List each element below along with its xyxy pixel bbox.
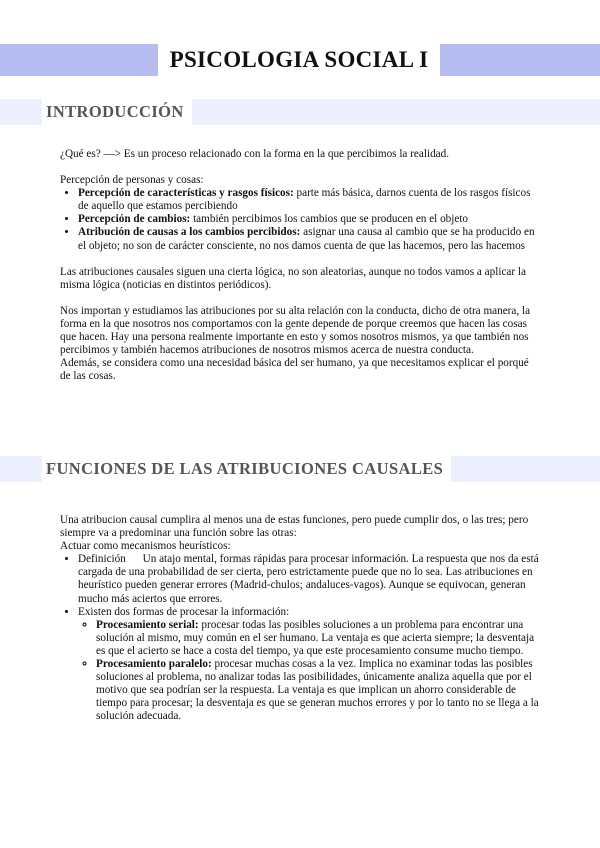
forms-list (78, 619, 542, 724)
perception-list (60, 187, 542, 252)
list-item (96, 658, 542, 723)
title-band-left (0, 44, 158, 76)
paragraph-logic: Las atribuciones causales siguen una cierta lógica, no son aleatorias, aunque no todos vamos a aplicar la misma lógica (noticias en distintos periódicos). (60, 265, 526, 291)
what-is-line: ¿Qué es? —> Es un proceso relacionado con la forma en la que percibimos la realidad. (60, 148, 450, 160)
intro-body (60, 148, 542, 383)
document-title: PSICOLOGIA SOCIAL I (169, 47, 429, 72)
heuristic-list (60, 553, 542, 723)
definition: procesar todas las posibles soluciones a un problema para encontrar una solución al mismo, muy común en el ser humano. La ventaja es que acierta siempre; la desventaja es que el acierto se hace a costa del tiempo, ya que este procesamiento consume mucho tiempo. (96, 618, 535, 657)
term: Procesamiento paralelo: (96, 658, 212, 671)
functions-heading: FUNCIONES DE LAS ATRIBUCIONES CAUSALES (42, 456, 451, 482)
functions-body (60, 514, 542, 724)
list-item (96, 619, 542, 658)
two-forms-text: Existen dos formas de procesar la información: (78, 605, 290, 618)
definition: también percibimos los cambios que se producen en el objeto (190, 213, 469, 226)
intro-heading: INTRODUCCIÓN (42, 99, 192, 125)
list-item (78, 606, 542, 724)
list-item (78, 226, 542, 252)
term: Percepción de características y rasgos físicos: (78, 187, 294, 200)
list-item (78, 187, 542, 213)
paragraph-importance: Nos importan y estudiamos las atribuciones por su alta relación con la conducta, dicho de otra manera, la forma en la que nosotros nos comportamos con la gente depende de porque creemos que hacen las cosas que hacen. Hay una persona realmente importante en esto y somos nosotros mismos, ya que también nos percibimos y también hacemos atribuciones de nosotros mismos acerca de nuestra conducta. (60, 304, 531, 357)
functions-intro: Una atribucion causal cumplira al menos una de estas funciones, pero puede cumplir dos, o las tres; pero siempre va a predominar una función sobre las otras: (60, 514, 529, 540)
definition: parte más básica, darnos cuenta de los rasgos físicos de aquello que estamos percibiendo (78, 187, 531, 213)
perception-label: Percepción de personas y cosas: (60, 174, 204, 187)
definition: asignar una causa al cambio que se ha producido en el objeto; no son de carácter consciente, no nos damos cuenta de que las hacemos, pero las hacemos (78, 226, 535, 252)
definition-text: Definición Un atajo mental, formas rápidas para procesar información. La respuesta que nos da está cargada de una probabilidad de ser cierta, pero estrictamente puede que no lo sea. Las atribuciones en heurístico pueden generar errores (Madrid-chulos; andaluces-vagos). Aunque se equivocan, generan mucho más aciertos que errores. (78, 553, 542, 605)
list-item (78, 213, 542, 226)
title-band-right (440, 44, 600, 76)
term: Percepción de cambios: (78, 213, 191, 226)
definition: procesar muchas cosas a la vez. Implica no examinar todas las posibles soluciones al problema, no analizar todas las posibilidades, únicamente analiza aquella que por el motivo que sea podrían ser la respuesta. La ventaja es que implican un ahorro considerable de tiempo para procesar; la desventaja es que se generan muchos errores y por lo tanto no se llega a la solución adecuada. (96, 658, 539, 723)
list-item (78, 553, 542, 605)
paragraph-need: Además, se considera como una necesidad básica del ser humano, ya que necesitamos explicar el porqué de las cosas. (60, 357, 529, 383)
heuristic-label: Actuar como mecanismos heurísticos: (60, 540, 231, 553)
term: Atribución de causas a los cambios percibidos: (78, 226, 301, 239)
term: Procesamiento serial: (96, 618, 199, 631)
